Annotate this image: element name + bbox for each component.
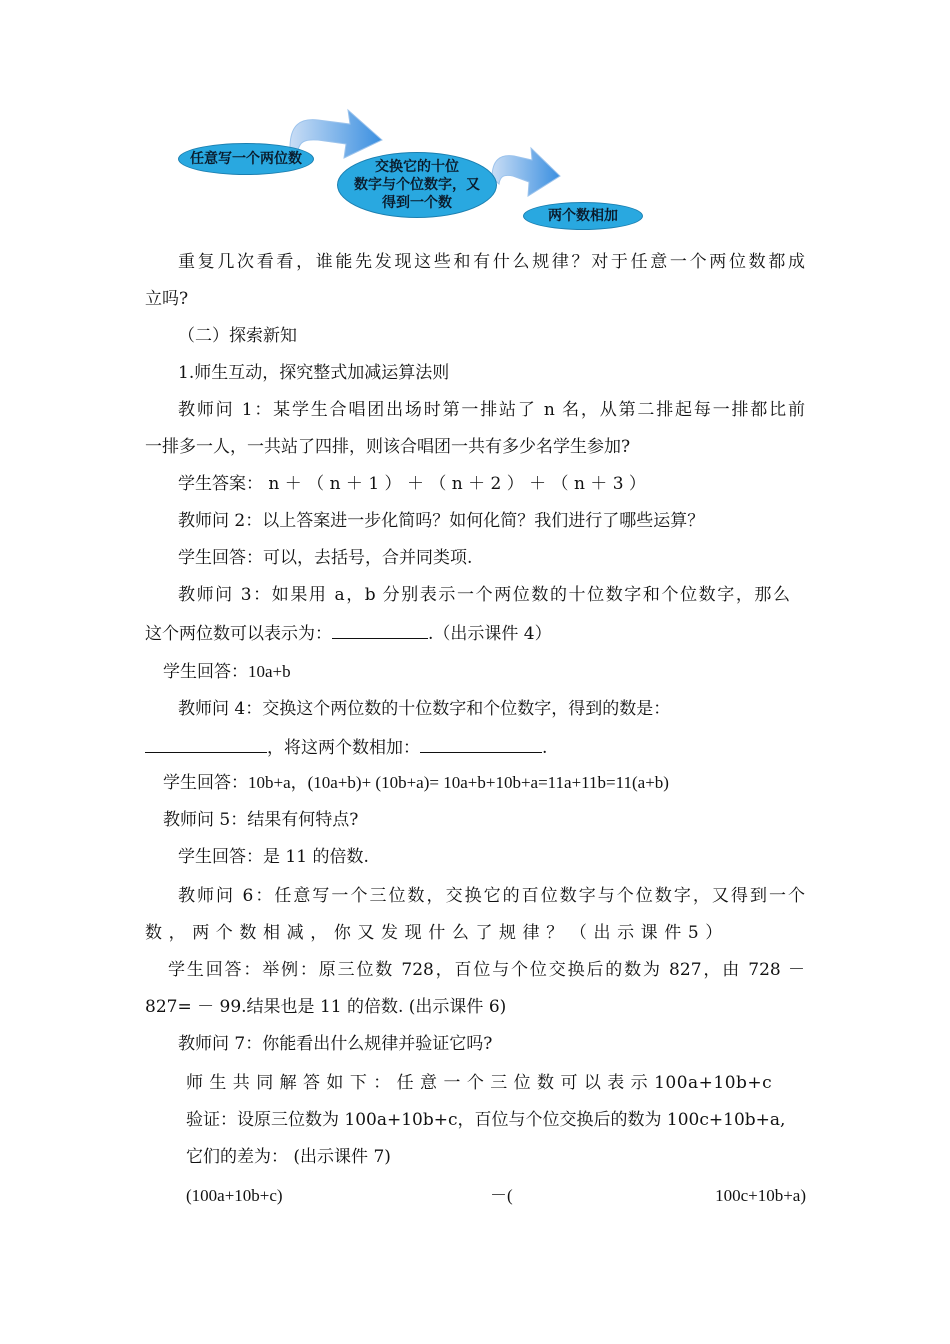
flow-step-2-line-1: 交换它的十位 [375,159,459,175]
text-line: 学生回答：可以，去括号，合并同类项. [178,548,473,568]
equation-term: 100c+10b+a) [715,1186,806,1205]
text-line: 教师问 4：交换这个两位数的十位数字和个位数字，得到的数是： [178,699,671,719]
flow-step-1-text: 任意写一个两位数 [190,151,302,167]
text-segment: ，将这两个数相加： [267,738,420,758]
text-line: 学生回答：是 11 的倍数. [178,847,369,867]
text-segment: 这个两位数可以表示为： [145,624,332,644]
equation-operator: －( [490,1186,513,1205]
answer-blank[interactable] [145,734,267,753]
text-line: 重复几次看看，谁能先发现这些和有什么规律？对于任意一个两位数都成 [178,252,805,272]
answer-blank[interactable] [332,620,428,639]
subsection-heading: 1.师生互动，探究整式加减运算法则 [178,363,450,383]
text-line [145,734,547,760]
text-segment: . [542,738,548,758]
text-line: 教师问 3：如果用 a，b 分别表示一个两位数的十位数字和个位数字，那么 [178,585,790,605]
flow-step-2-line-3: 得到一个数 [382,195,452,211]
text-line: 学生答案： n ＋ （ n ＋ 1 ） ＋ （ n ＋ 2 ） ＋ （ n ＋ 3 ） [178,474,646,494]
text-line: 学生回答：举例：原三位数 728，百位与个位交换后的数为 827，由 728 － [168,960,805,980]
text-line: 教师问 6：任意写一个三位数，交换它的百位数字与个位数字，又得到一个 [178,886,805,906]
text-line: 它们的差为： (出示课件 7) [186,1147,391,1167]
flow-step-3 [523,202,643,230]
text-line: 教师问 7：你能看出什么规律并验证它吗? [178,1034,493,1054]
text-line: 立吗? [145,289,189,309]
section-heading: （二）探索新知 [178,326,297,346]
text-line: 数 ， 两 个 数 相 减 ， 你 又 发 现 什 么 了 规 律 ？ （ 出 示 课 件 5 ） [145,923,723,943]
text-line: 师 生 共 同 解 答 如 下 ： 任 意 一 个 三 位 数 可 以 表 示 100a+10b+c [186,1073,773,1093]
text-line: 验证：设原三位数为 100a+10b+c，百位与个位交换后的数为 100c+10b+a, [186,1110,786,1130]
equation-term: (100a+10b+c) [186,1186,283,1205]
flowchart [0,0,950,240]
text-line: 教师问 1：某学生合唱团出场时第一排站了 n 名，从第二排起每一排都比前 [178,400,805,420]
text-line: 教师问 5：结果有何特点? [163,810,359,830]
flow-step-2-line-2: 数字与个位数字，又 [354,177,480,193]
text-line: 827= － 99.结果也是 11 的倍数. (出示课件 6) [145,997,507,1017]
text-line [145,620,552,646]
text-line: 一排多一人，一共站了四排，则该合唱团一共有多少名学生参加? [145,437,631,457]
flow-step-2 [337,152,497,218]
flow-step-3-text: 两个数相加 [548,208,618,224]
curved-arrow-icon [492,148,560,196]
text-line: 学生回答：10b+a，(10a+b)+ (10b+a)= 10a+b+10b+a=11a+11b=11(a+b) [163,773,669,792]
answer-blank[interactable] [420,734,542,753]
text-segment: .（出示课件 4） [428,624,552,644]
text-line: 教师问 2：以上答案进一步化简吗？如何化简？我们进行了哪些运算？ [178,511,705,531]
flow-step-1 [178,143,314,175]
text-line: 学生回答：10a+b [163,662,291,681]
